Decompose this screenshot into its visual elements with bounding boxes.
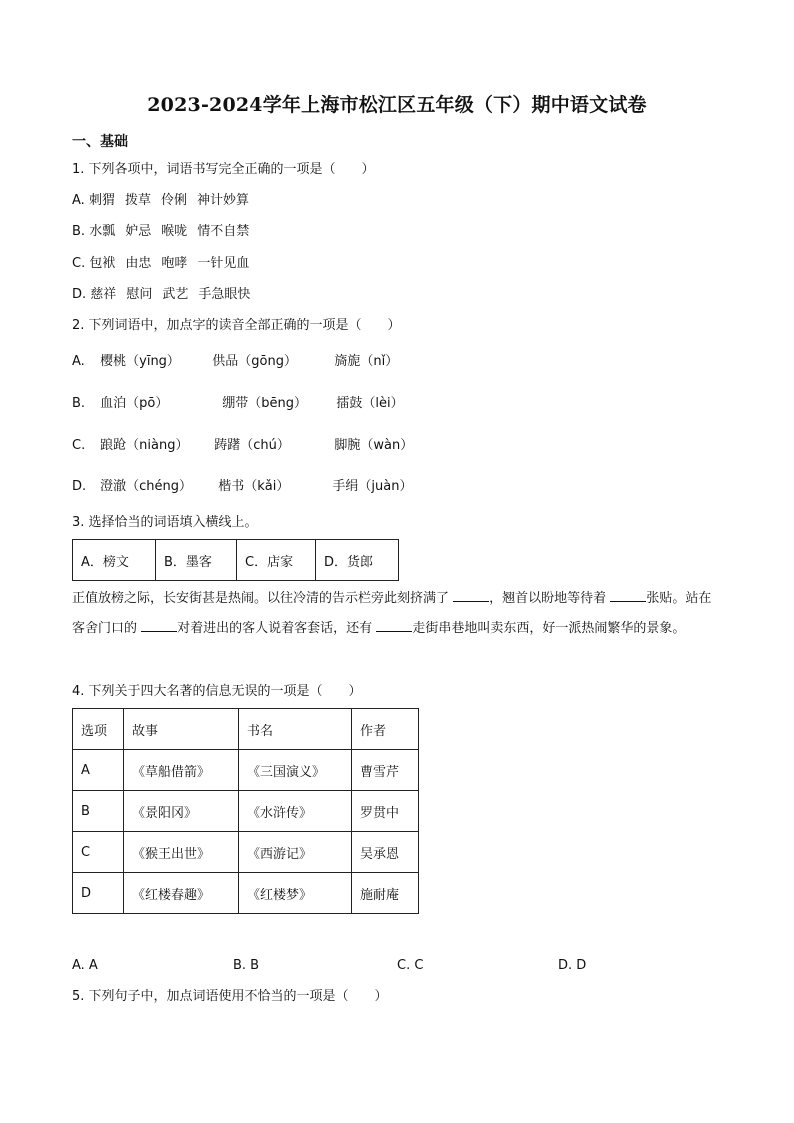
option-label: D. — [72, 479, 87, 494]
word-choice: B．墨客 — [156, 540, 237, 581]
q2-option-c — [72, 437, 413, 455]
q3-word-bank — [72, 539, 399, 581]
table-cell: 《水浒传》 — [239, 791, 352, 832]
option-item: 擂鼓（lèi） — [336, 396, 404, 411]
word-choice: C．店家 — [237, 540, 316, 581]
table-cell: C — [73, 832, 124, 873]
option-label: C. — [72, 256, 86, 271]
option-word: 包袱 — [89, 256, 116, 271]
option-item: 旖旎（nǐ） — [334, 354, 399, 369]
table-cell: 施耐庵 — [352, 873, 419, 914]
option-item: 楷书（kǎi） — [218, 479, 290, 494]
fill-blank[interactable] — [376, 619, 412, 632]
fill-blank[interactable] — [141, 619, 177, 632]
q1-option-b — [72, 223, 259, 241]
table-cell: 《景阳冈》 — [124, 791, 239, 832]
table-header: 书名 — [239, 709, 352, 750]
table-row — [73, 832, 419, 873]
option-item: 供品（gōng） — [212, 354, 297, 369]
table-cell: 《红楼春趣》 — [124, 873, 239, 914]
option-word: 喉咙 — [161, 224, 188, 239]
q2-option-a — [72, 353, 398, 371]
q4-answer-b[interactable]: B. B — [233, 958, 260, 973]
q4-answer-d[interactable]: D. D — [558, 958, 587, 973]
q1-stem: 1. 下列各项中，词语书写完全正确的一项是（ ） — [72, 162, 375, 177]
option-word: 慰问 — [126, 287, 153, 302]
q4-stem: 4. 下列关于四大名著的信息无误的一项是（ ） — [72, 684, 362, 699]
option-item: 脚腕（wàn） — [334, 438, 414, 453]
q3-stem: 3. 选择恰当的词语填入横线上。 — [72, 515, 258, 530]
table-header: 作者 — [352, 709, 419, 750]
option-word: 妒忌 — [125, 224, 152, 239]
option-word: 手急眼快 — [198, 287, 251, 302]
q4-answer-c[interactable]: C. C — [397, 958, 424, 973]
passage-text: 正值放榜之际，长安街甚是热闹。以往冷清的告示栏旁此刻挤满了 — [72, 591, 450, 606]
option-label: D. — [72, 287, 87, 302]
option-label: A. — [72, 354, 85, 369]
table-cell: 《猴王出世》 — [124, 832, 239, 873]
option-word: 慈祥 — [90, 287, 117, 302]
q4-table — [72, 708, 419, 914]
option-item: 绷带（bēng） — [222, 396, 308, 411]
table-cell: 《红楼梦》 — [239, 873, 352, 914]
table-cell: 《三国演义》 — [239, 750, 352, 791]
q2-option-b — [72, 395, 404, 413]
option-word: 咆哮 — [161, 256, 188, 271]
table-cell: 吴承恩 — [352, 832, 419, 873]
option-word: 伶俐 — [160, 193, 187, 208]
table-cell: B — [73, 791, 124, 832]
table-row — [73, 750, 419, 791]
q2-option-d — [72, 478, 412, 496]
word-choice: D．货郎 — [316, 540, 399, 581]
table-row — [73, 873, 419, 914]
option-word: 拨草 — [124, 193, 151, 208]
passage-text: 张贴。站在客舍门口的 — [72, 591, 712, 636]
q4-answer-a[interactable]: A. A — [72, 958, 98, 973]
option-label: A. — [72, 193, 85, 208]
option-item: 澄澈（chéng） — [100, 479, 193, 494]
section-heading: 一、基础 — [72, 134, 128, 150]
option-word: 一针见血 — [197, 256, 250, 271]
q1-option-a — [72, 192, 259, 210]
table-cell: A — [73, 750, 124, 791]
table-cell: 曹雪芹 — [352, 750, 419, 791]
passage-text: 对着进出的客人说着客套话，还有 — [177, 621, 373, 636]
fill-blank[interactable] — [453, 589, 489, 602]
q5-stem: 5. 下列句子中，加点词语使用不恰当的一项是（ ） — [72, 989, 388, 1004]
word-choice: A．榜文 — [73, 540, 156, 581]
option-label: C. — [72, 438, 86, 453]
option-item: 手绢（juàn） — [332, 479, 413, 494]
option-label: B. — [72, 396, 86, 411]
q3-passage — [72, 584, 724, 644]
table-header: 选项 — [73, 709, 124, 750]
passage-text: ，翘首以盼地等待着 — [489, 591, 607, 606]
option-word: 情不自禁 — [197, 224, 250, 239]
table-cell: 罗贯中 — [352, 791, 419, 832]
table-row — [73, 791, 419, 832]
option-item: 踌躇（chú） — [214, 438, 290, 453]
table-cell: 《草船借箭》 — [124, 750, 239, 791]
option-word: 刺猬 — [88, 193, 115, 208]
q1-option-d — [72, 286, 260, 304]
option-item: 踉跄（niàng） — [100, 438, 189, 453]
table-header: 故事 — [124, 709, 239, 750]
fill-blank[interactable] — [610, 589, 646, 602]
q2-stem: 2. 下列词语中，加点字的读音全部正确的一项是（ ） — [72, 318, 401, 333]
passage-text: 走街串巷地叫卖东西，好一派热闹繁华的景象。 — [412, 621, 686, 636]
option-label: B. — [72, 224, 86, 239]
option-word: 水瓢 — [89, 224, 116, 239]
option-word: 由忠 — [125, 256, 152, 271]
option-item: 樱桃（yīng） — [100, 354, 180, 369]
q1-option-c — [72, 255, 259, 273]
table-cell: 《西游记》 — [239, 832, 352, 873]
option-item: 血泊（pō） — [100, 396, 169, 411]
page-title: 2023-2024学年上海市松江区五年级（下）期中语文试卷 — [147, 94, 647, 116]
table-cell: D — [73, 873, 124, 914]
option-word: 武艺 — [162, 287, 189, 302]
option-word: 神计妙算 — [196, 193, 249, 208]
table-header-row — [73, 709, 419, 750]
